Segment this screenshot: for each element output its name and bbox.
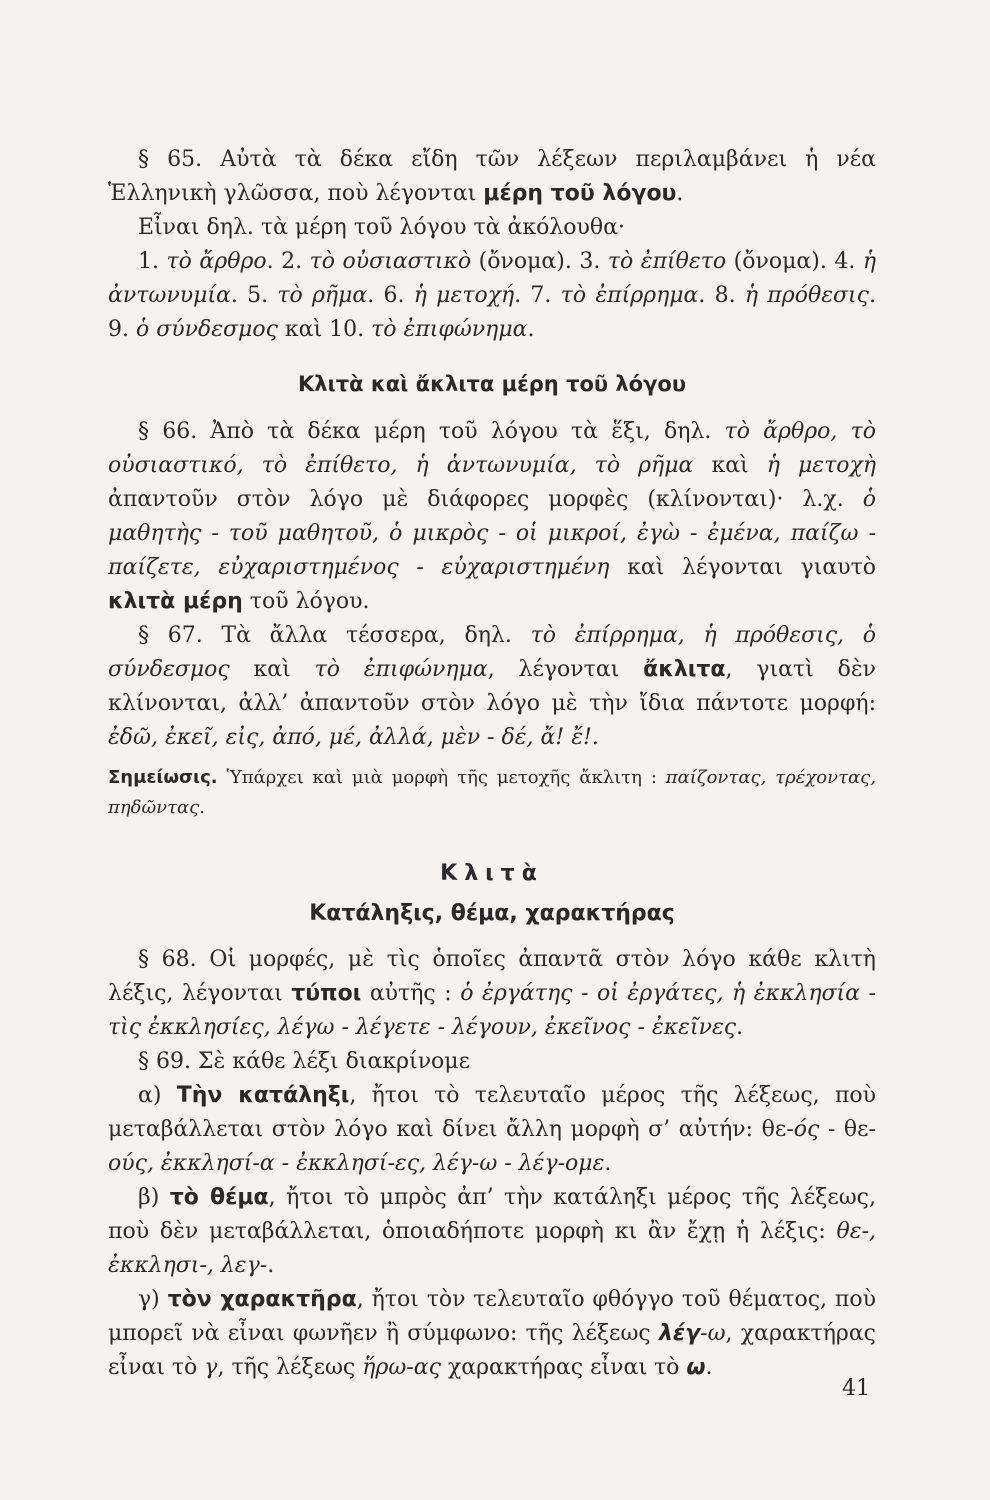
term: τὸ ἐπιφώνημα [371, 317, 528, 342]
page-number: 41 [842, 1376, 870, 1401]
text: , ἤτοι τὸν τελευταῖο φθόγγο τοῦ θέματος, ποὺ μπορεῖ νὰ εἶναι φωνῆεν ἢ σύμφωνο: τῆς λέξεως [108, 1287, 876, 1346]
text: αὐτῆς : [361, 981, 461, 1006]
paragraph-66 [108, 415, 876, 619]
num: . 5. [230, 283, 278, 308]
italic-text: ὁ ἐργάτης - οἱ ἐργάτες, ἡ ἐκκλησία - τὶς ἐκκλησίες, λέγω - λέγετε - λέγουν, ἐκεῖνος - ἐκεῖνες [108, 981, 876, 1040]
term: τὸ ἐπίρρημα [560, 283, 699, 308]
section-mark: § 67. [138, 623, 203, 648]
term: τὸ οὐσιαστικὸ [309, 249, 472, 274]
italic-text: ἐδῶ, ἐκεῖ, εἰς, ἀπό, μέ, ἀλλά, μὲν - δέ, ἄ! ἔ!. [108, 725, 599, 750]
item-mark: α) [138, 1083, 162, 1108]
text: τοῦ λόγου. [242, 589, 370, 614]
paragraph-67 [108, 619, 876, 755]
text: καὶ [693, 453, 767, 478]
note-label: Σημείωσις. [108, 767, 218, 788]
paragraph-65 [108, 143, 876, 211]
num: . 8. [698, 283, 745, 308]
italic-text: θε-, ἐκκλησι-, λεγ- [108, 1219, 876, 1278]
text: , χαρακτήρας εἶναι τὸ [108, 1321, 876, 1380]
parts-of-speech-list [108, 245, 876, 347]
bold-term: τύποι [291, 981, 362, 1006]
section-mark: § 65. [138, 147, 203, 172]
bold-term: ω [686, 1355, 706, 1380]
num: . 6. [367, 283, 414, 308]
heading-inflected-uninflected: Κλιτὰ καὶ ἄκλιτα μέρη τοῦ λόγου [297, 372, 687, 396]
text: Εἶναι δηλ. τὰ μέρη τοῦ λόγου τὰ ἀκόλουθα· [138, 215, 625, 240]
text: , ἤτοι τὸ τελευταῖο μέρος τῆς λέξεως, ποὺ μεταβάλλεται στὸν λόγο καὶ δίνει ἄλλη μορφὴ σ’ αὐτήν: θε- [108, 1083, 877, 1142]
italic-text: -ω [700, 1321, 726, 1346]
italic-text: γ [204, 1355, 218, 1380]
text: . [736, 1015, 744, 1040]
italic-text: ἡ μετοχὴ [766, 453, 876, 478]
text: , τῆς λέξεως [217, 1355, 363, 1380]
section-mark: § 66. [138, 419, 198, 444]
bold-term: Τὴν κατάληξι [176, 1083, 350, 1108]
num: . 2. [266, 249, 310, 274]
paragraph-68 [108, 943, 876, 1045]
bold-term: τὸν χαρακτῆρα [167, 1287, 357, 1312]
text: Ἀπὸ τὰ δέκα μέρη τοῦ λόγου τὰ ἕξι, δηλ. [197, 419, 725, 444]
text: ἀπαντοῦν στὸν λόγο μὲ διάφορες μορφὲς (κλίνονται)· λ.χ. [108, 487, 863, 512]
italic-text: τὸ ἄρθρο, τὸ οὐσιαστικό, τὸ ἐπίθετο, ἡ ἀντωνυμία, τὸ ρῆμα [108, 419, 876, 478]
italic-text: παίζοντας, τρέχοντας, πηδῶντας [108, 767, 876, 818]
text: - θε- [819, 1117, 876, 1142]
text: , ἤτοι τὸ μπρὸς ἀπ’ τὴν κατάληξι μέρος τῆς λέξεως, ποὺ δὲν μεταβάλλεται, ὁποιαδήποτε μορφὴ κι ἂν ἔχῃ ἡ λέξις: [108, 1185, 876, 1244]
page-body [108, 143, 876, 1385]
italic-text: ός [793, 1117, 820, 1142]
bold-term: μέρη τοῦ λόγου [483, 181, 677, 206]
section-mark: § 68. [138, 947, 197, 972]
item-alpha [108, 1079, 876, 1181]
num: . 7. [514, 283, 561, 308]
text: καὶ [229, 657, 315, 682]
num: . [527, 317, 535, 342]
term: ἡ ἀντωνυμία [108, 249, 877, 308]
term: ὁ σύνδεσμος [135, 317, 278, 342]
text: καὶ λέγονται γιαυτὸ [609, 555, 876, 580]
section-mark: § 69. [138, 1049, 191, 1074]
item-mark: γ) [138, 1287, 160, 1312]
text: . [705, 1355, 713, 1380]
text: χαρακτήρας εἶναι τὸ [440, 1355, 687, 1380]
paragraph-69 [108, 1045, 876, 1079]
text: , γιατὶ δὲν κλίνονται, ἀλλ’ ἀπαντοῦν στὸν λόγο μὲ τὴν ἴδια πάντοτε μορφή: [108, 657, 876, 716]
text: . [199, 797, 205, 818]
num: . 9. [108, 283, 876, 342]
bold-term: κλιτὰ μέρη [108, 589, 243, 614]
text: , λέγονται [487, 657, 644, 682]
text: . [676, 181, 684, 206]
item-mark: β) [138, 1185, 160, 1210]
term: ἡ πρόθεσις [744, 283, 869, 308]
item-gamma [108, 1283, 876, 1385]
italic-text: ἥρω-ας [362, 1355, 441, 1380]
heading-inflected: Κλιτὰ [440, 861, 544, 886]
italic-text: ὁ μαθητὴς - τοῦ μαθητοῦ, ὁ μικρὸς - οἱ μικροί, ἐγὼ - ἐμένα, παίζω - παίζετε, εὐχαριστημένος - εὐχαριστημένη [108, 487, 876, 580]
num: (ὄνομα). 4. [726, 249, 863, 274]
text: Σὲ κάθε λέξι διακρίνομε [190, 1049, 471, 1074]
num: 1. [138, 249, 167, 274]
paragraph-65-list-intro [108, 211, 876, 245]
note [108, 763, 876, 823]
italic-text: τὸ ἐπιφώνημα [314, 657, 488, 682]
text: . [604, 1151, 612, 1176]
text: Οἱ μορφές, μὲ τὶς ὁποῖες ἀπαντᾶ στὸν λόγο κάθε κλιτὴ λέξις, λέγονται [108, 947, 876, 1006]
term: ἡ μετοχή [413, 283, 515, 308]
italic-text: ούς, ἐκκλησί-α - ἐκκλησί-ες, λέγ-ω - λέγ-ομε [108, 1151, 605, 1176]
num: καὶ 10. [277, 317, 372, 342]
text: Τὰ ἄλλα τέσσερα, δηλ. [202, 623, 531, 648]
num: (ὄνομα). 3. [471, 249, 608, 274]
bold-term: τὸ θέμα [169, 1185, 269, 1210]
term: τὸ ἄρθρο [166, 249, 267, 274]
italic-text: τὸ ἐπίρρημα, ἡ πρόθεσις, ὁ σύνδεσμος [108, 623, 876, 682]
heading-ending-stem-character: Κατάληξις, θέμα, χαρακτήρας [309, 901, 675, 926]
bold-term: ἄκλιτα [643, 657, 726, 682]
term: τὸ ρῆμα [277, 283, 368, 308]
item-beta [108, 1181, 876, 1283]
text: . [267, 1253, 275, 1278]
text: Ὑπάρχει καὶ μιὰ μορφὴ τῆς μετοχῆς ἄκλιτη : [217, 767, 666, 788]
term: τὸ ἐπίθετο [607, 249, 727, 274]
text: Αὐτὰ τὰ δέκα εἴδη τῶν λέξεων περιλαμβάνει ἡ νέα Ἑλληνικὴ γλῶσσα, ποὺ λέγονται [108, 147, 876, 206]
bold-term: λέγ [659, 1321, 701, 1346]
